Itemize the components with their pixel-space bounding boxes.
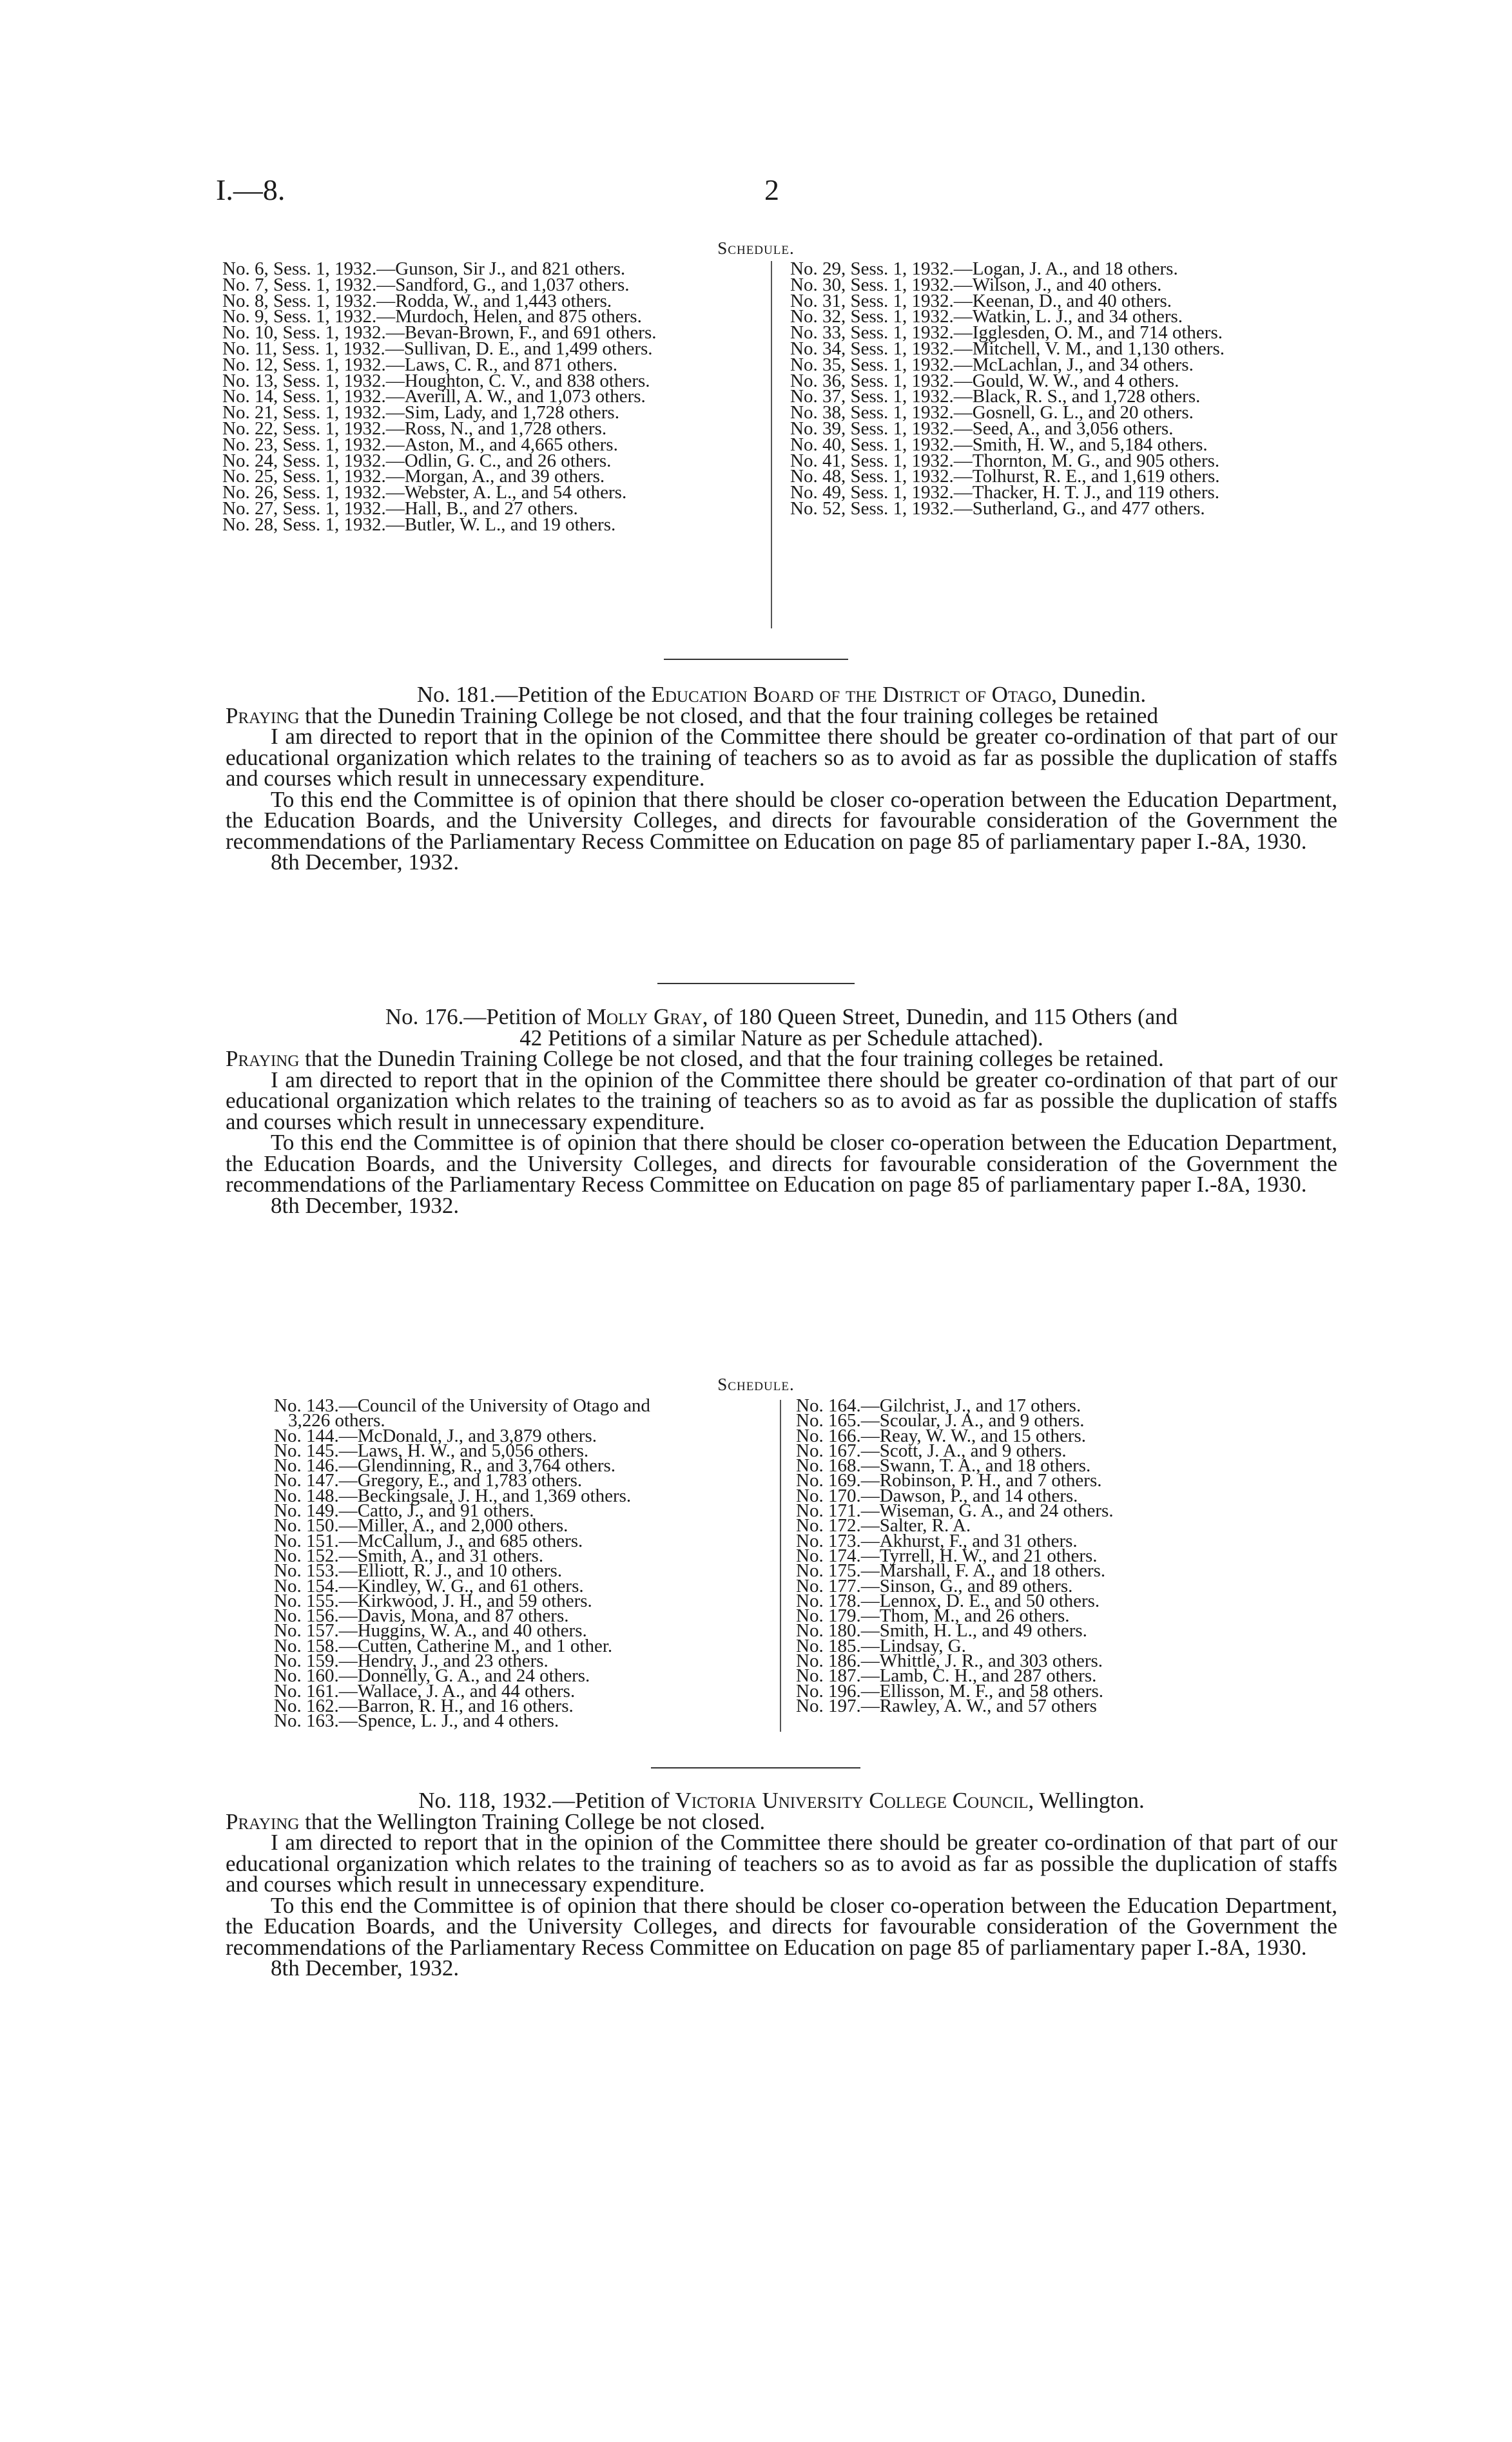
schedule-entry: No. 49, Sess. 1, 1932.—Thacker, H. T. J., and 119 others. (790, 482, 1220, 503)
petitioner-name: Education Board of the District of Otago (651, 682, 1052, 707)
recommendation-paragraph: To this end the Committee is of opinion that there should be closer co-operation between the Education Department, the Education Boards, and the University Colleges, and directs for favourable consideration of the Government the recommendations of the Parliamentary Recess Committee on Education on page 85 of parliamentary paper I.-8A, 1930. (226, 1892, 1337, 1960)
section-divider (651, 1767, 860, 1769)
recommendation-paragraph: To this end the Committee is of opinion that there should be closer co-operation between the Education Department, the Education Boards, and the University Colleges, and directs for favourable consideration of the Government the recommendations of the Parliamentary Recess Committee on Education on page 85 of parliamentary paper I.-8A, 1930. (226, 1130, 1337, 1197)
schedule-heading: Schedule. (717, 238, 795, 258)
schedule-entry: No. 175.—Marshall, F. A., and 18 others. (796, 1560, 1106, 1582)
schedule-entry: No. 21, Sess. 1, 1932.—Sim, Lady, and 1,728 others. (222, 402, 619, 423)
schedule-entry: No. 149.—Catto, J., and 91 others. (274, 1500, 534, 1522)
schedule-entry: No. 153.—Elliott, R. J., and 10 others. (274, 1560, 563, 1582)
section-divider (664, 659, 848, 660)
schedule-entry: No. 177.—Sinson, G., and 89 others. (796, 1575, 1073, 1596)
schedule-entry: No. 196.—Ellisson, M. F., and 58 others. (796, 1680, 1103, 1701)
petition-number: No. 176.—Petition of (385, 1004, 586, 1029)
column-divider (780, 1400, 781, 1732)
petitioner-location: , Dunedin. (1051, 682, 1147, 707)
schedule-entry: No. 185.—Lindsay, G. (796, 1635, 966, 1656)
petition-title-continuation: 42 Petitions of a similar Nature as per Schedule attached). (519, 1025, 1043, 1051)
report-date: 8th December, 1932. (271, 1955, 460, 1981)
schedule-entry: No. 157.—Huggins, W. A., and 40 others. (274, 1620, 587, 1642)
schedule-entry: No. 166.—Reay, W. W., and 15 others. (796, 1425, 1087, 1446)
schedule-entry: No. 35, Sess. 1, 1932.—McLachlan, J., and 34 others. (790, 354, 1194, 375)
schedule-entry: No. 23, Sess. 1, 1932.—Aston, M., and 4,665 others. (222, 434, 618, 455)
petition-number: No. 118, 1932.—Petition of (418, 1788, 675, 1813)
schedule-entry: No. 36, Sess. 1, 1932.—Gould, W. W., and 4 others. (790, 370, 1179, 391)
schedule-entry: No. 172.—Salter, R. A. (796, 1515, 971, 1536)
column-divider (771, 261, 772, 628)
schedule-entry: No. 180.—Smith, H. L., and 49 others. (796, 1620, 1087, 1642)
schedule-entry: No. 8, Sess. 1, 1932.—Rodda, W., and 1,443 others. (222, 290, 612, 311)
recommendation-paragraph: To this end the Committee is of opinion that there should be closer co-operation between the Education Department, the Education Boards, and the University Colleges, and directs for favourable consideration of the Government the recommendations of the Parliamentary Recess Committee on Education on page 85 of parliamentary paper I.-8A, 1930. (226, 786, 1337, 854)
report-paragraph: I am directed to report that in the opinion of the Committee there should be greater co-ordination of that part of our educational organization which relates to the training of teachers so as to avoid as far as possible the duplication of staffs and courses which result in unnecessary expenditure. (226, 1067, 1337, 1134)
report-date: 8th December, 1932. (271, 849, 460, 875)
petitioner-name: Victoria University College Council (675, 1788, 1029, 1813)
schedule-entry: No. 143.—Council of the University of Otago and (274, 1395, 650, 1416)
schedule-entry: No. 168.—Swann, T. A., and 18 others. (796, 1455, 1091, 1477)
schedule-entry: No. 145.—Laws, H. W., and 5,056 others. (274, 1440, 589, 1461)
petition-181 (226, 684, 1337, 873)
schedule-entry: No. 156.—Davis, Mona, and 87 others. (274, 1605, 569, 1627)
schedule-entry: No. 41, Sess. 1, 1932.—Thornton, M. G., and 905 others. (790, 450, 1220, 471)
schedule-entry: No. 24, Sess. 1, 1932.—Odlin, G. C., and 26 others. (222, 450, 612, 471)
schedule-entry: No. 151.—McCallum, J., and 685 others. (274, 1530, 583, 1551)
schedule-entry: No. 6, Sess. 1, 1932.—Gunson, Sir J., and 821 others. (222, 258, 626, 279)
schedule-entry: No. 14, Sess. 1, 1932.—Averill, A. W., and 1,073 others. (222, 386, 646, 407)
praying-text: that the Dunedin Training College be not closed, and that the four training colleges be retained. (299, 1046, 1164, 1071)
schedule-entry: No. 34, Sess. 1, 1932.—Mitchell, V. M., and 1,130 others. (790, 338, 1225, 359)
schedule-entry: No. 144.—McDonald, J., and 3,879 others. (274, 1425, 597, 1446)
praying-text: that the Dunedin Training College be not closed, and that the four training colleges be retained (299, 703, 1158, 728)
schedule-entry: No. 7, Sess. 1, 1932.—Sandford, G., and 1,037 others. (222, 274, 630, 295)
schedule-left-column (222, 258, 657, 535)
schedule-entry: No. 13, Sess. 1, 1932.—Houghton, C. V., and 838 others. (222, 370, 650, 391)
schedule-entry: No. 158.—Cutten, Catherine M., and 1 other. (274, 1635, 613, 1656)
schedule-entry: No. 167.—Scott, J. A., and 9 others. (796, 1440, 1067, 1461)
schedule-entry: No. 10, Sess. 1, 1932.—Bevan-Brown, F., and 691 others. (222, 322, 657, 344)
report-paragraph: I am directed to report that in the opinion of the Committee there should be greater co-ordination of that part of our educational organization which relates to the training of teachers so as to avoid as far as possible the duplication of staffs and courses which result in unnecessary expenditure. (226, 1830, 1337, 1897)
schedule-entry: No. 169.—Robinson, P. H., and 7 others. (796, 1470, 1102, 1491)
schedule-right-column (790, 258, 1225, 519)
page-number: 2 (764, 173, 779, 206)
schedule-entry: No. 174.—Tyrrell, H. W., and 21 others. (796, 1545, 1098, 1566)
praying-label: Praying (226, 703, 300, 728)
schedule-entry: No. 30, Sess. 1, 1932.—Wilson, J., and 40 others. (790, 274, 1162, 295)
schedule-entry: No. 170.—Dawson, P., and 14 others. (796, 1485, 1078, 1506)
schedule-entry: No. 165.—Scoular, J. A., and 9 others. (796, 1410, 1085, 1431)
schedule-entry: No. 160.—Donnelly, G. A., and 24 others. (274, 1665, 590, 1687)
schedule-entry: No. 148.—Beckingsale, J. H., and 1,369 others. (274, 1485, 632, 1506)
schedule-entry: No. 152.—Smith, A., and 31 others. (274, 1545, 544, 1566)
schedule-entry: No. 28, Sess. 1, 1932.—Butler, W. L., and 19 others. (222, 514, 616, 535)
schedule-entry: No. 171.—Wiseman, G. A., and 24 others. (796, 1500, 1114, 1522)
schedule-entry: No. 162.—Barron, R. H., and 16 others. (274, 1695, 574, 1716)
schedule-entry: No. 197.—Rawley, A. W., and 57 others (796, 1695, 1097, 1716)
schedule-entry: No. 179.—Thom, M., and 26 others. (796, 1605, 1070, 1627)
petition-118 (226, 1790, 1337, 1979)
schedule-entry: No. 25, Sess. 1, 1932.—Morgan, A., and 39 others. (222, 466, 605, 487)
schedule-right-column (796, 1395, 1247, 1716)
schedule-entry: No. 27, Sess. 1, 1932.—Hall, B., and 27 others. (222, 498, 578, 519)
schedule-entry: No. 52, Sess. 1, 1932.—Sutherland, G., and 477 others. (790, 498, 1205, 519)
praying-text: that the Wellington Training College be not closed. (299, 1808, 766, 1834)
schedule-entry: No. 154.—Kindley, W. G., and 61 others. (274, 1575, 584, 1596)
report-date: 8th December, 1932. (271, 1192, 460, 1218)
schedule-heading: Schedule. (717, 1375, 795, 1394)
report-paragraph: I am directed to report that in the opinion of the Committee there should be greater co-ordination of that part of our educational organization which relates to the training of teachers so as to avoid as far as possible the duplication of staffs and courses which result in unnecessary expenditure. (226, 724, 1337, 791)
schedule-entry: No. 37, Sess. 1, 1932.—Black, R. S., and 1,728 others. (790, 386, 1201, 407)
schedule-entry: No. 159.—Hendry, J., and 23 others. (274, 1651, 548, 1672)
schedule-entry: No. 33, Sess. 1, 1932.—Igglesden, O. M., and 714 others. (790, 322, 1223, 344)
document-reference: I.—8. (216, 173, 286, 206)
schedule-entry: No. 40, Sess. 1, 1932.—Smith, H. W., and 5,184 others. (790, 434, 1208, 455)
schedule-entry: No. 31, Sess. 1, 1932.—Keenan, D., and 40 others. (790, 290, 1172, 311)
petition-title (226, 1004, 1337, 1051)
petitioner-name: Molly Gray (586, 1004, 703, 1029)
schedule-entry: No. 150.—Miller, A., and 2,000 others. (274, 1515, 568, 1536)
schedule-entry: 3,226 others. (288, 1410, 385, 1431)
schedule-entry: No. 26, Sess. 1, 1932.—Webster, A. L., and 54 others. (222, 482, 627, 503)
praying-label: Praying (226, 1808, 300, 1834)
schedule-entry: No. 12, Sess. 1, 1932.—Laws, C. R., and 871 others. (222, 354, 618, 375)
schedule-entry: No. 147.—Gregory, E., and 1,783 others. (274, 1470, 583, 1491)
schedule-entry: No. 186.—Whittle, J. R., and 303 others. (796, 1651, 1103, 1672)
schedule-entry: No. 9, Sess. 1, 1932.—Murdoch, Helen, and 875 others. (222, 306, 642, 327)
schedule-left-column (274, 1395, 770, 1732)
section-divider (657, 983, 855, 984)
schedule-entry: No. 164.—Gilchrist, J., and 17 others. (796, 1395, 1081, 1416)
schedule-entry: No. 39, Sess. 1, 1932.—Seed, A., and 3,056 others. (790, 418, 1174, 439)
schedule-entry: No. 146.—Glendinning, R., and 3,764 others. (274, 1455, 616, 1477)
praying-label: Praying (226, 1046, 300, 1071)
schedule-entry: No. 32, Sess. 1, 1932.—Watkin, L. J., and 34 others. (790, 306, 1183, 327)
petition-176 (226, 1004, 1337, 1218)
schedule-entry: No. 187.—Lamb, C. H., and 287 others. (796, 1665, 1097, 1687)
schedule-entry: No. 155.—Kirkwood, J. H., and 59 others. (274, 1590, 592, 1611)
schedule-entry: No. 29, Sess. 1, 1932.—Logan, J. A., and 18 others. (790, 258, 1178, 279)
schedule-entry: No. 22, Sess. 1, 1932.—Ross, N., and 1,728 others. (222, 418, 607, 439)
schedule-entry: No. 11, Sess. 1, 1932.—Sullivan, D. E., and 1,499 others. (222, 338, 653, 359)
schedule-entry: No. 178.—Lennox, D. E., and 50 others. (796, 1590, 1100, 1611)
schedule-entry: No. 161.—Wallace, J. A., and 44 others. (274, 1680, 576, 1701)
schedule-entry: No. 163.—Spence, L. J., and 4 others. (274, 1710, 559, 1732)
petitioner-address: , of 180 Queen Street, Dunedin, and 115 Others (and (702, 1004, 1178, 1029)
petitioner-location: , Wellington. (1028, 1788, 1145, 1813)
schedule-entry: No. 48, Sess. 1, 1932.—Tolhurst, R. E., and 1,619 others. (790, 466, 1220, 487)
schedule-entry: No. 173.—Akhurst, F., and 31 others. (796, 1530, 1078, 1551)
petition-number: No. 181.—Petition of the (416, 682, 652, 707)
schedule-entry: No. 38, Sess. 1, 1932.—Gosnell, G. L., and 20 others. (790, 402, 1194, 423)
